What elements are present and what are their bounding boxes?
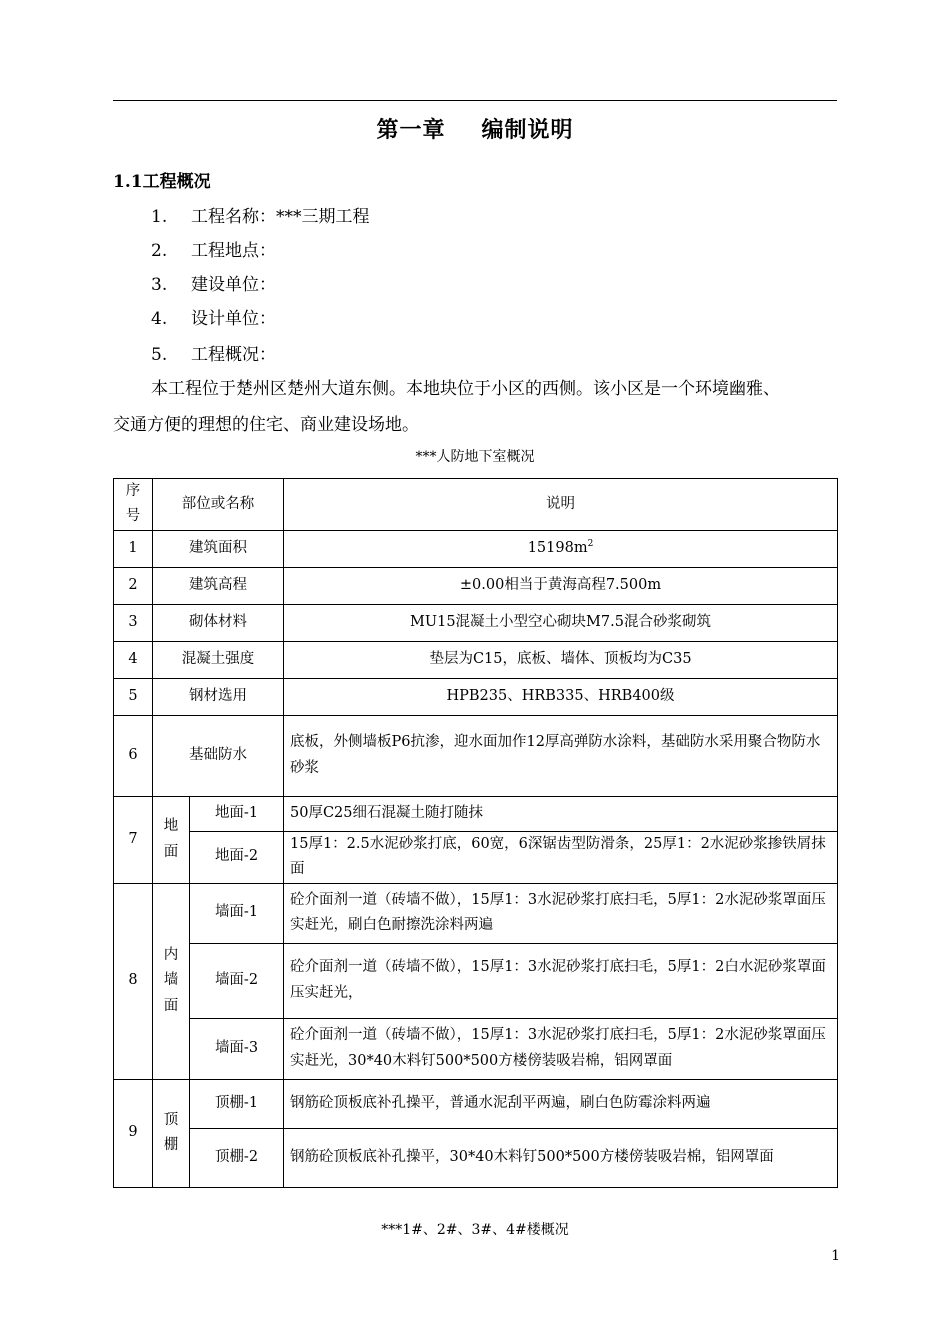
row-part: 建筑面积 — [153, 530, 284, 567]
row-desc: MU15混凝土小型空心砌块M7.5混合砂浆砌筑 — [284, 604, 838, 641]
row-seq: 1 — [114, 530, 153, 567]
row-desc: 底板，外侧墙板P6抗渗，迎水面加作12厚高弹防水涂料，基础防水采用聚合物防水砂浆 — [284, 715, 838, 796]
info-item-owner — [151, 270, 276, 295]
next-table-caption: ***1#、2#、3#、4#楼概况 — [381, 1222, 569, 1238]
header-seq: 序号 — [114, 479, 153, 531]
paragraph-line-1: 本工程位于楚州区楚州大道东侧。本地块位于小区的西侧。该小区是一个环境幽雅、 — [151, 379, 780, 399]
info-item-designer — [151, 304, 276, 329]
row-seq: 5 — [114, 678, 153, 715]
info-item-number: 3. — [151, 275, 168, 295]
item-desc: 砼介面剂一道（砖墙不做），15厚1：3水泥砂浆打底扫毛，5厚1：2水泥砂浆罩面压实赶光，刷白色耐擦洗涂料两遍 — [284, 883, 838, 943]
group-seq: 9 — [114, 1079, 153, 1187]
item-desc: 15厚1：2.5水泥砂浆打底，60宽，6深锯齿型防滑条，25厚1：2水泥砂浆掺铁屑抹面 — [284, 831, 838, 883]
row-seq: 2 — [114, 567, 153, 604]
section-heading: 1.1工程概况 — [113, 172, 211, 192]
table-row — [114, 1128, 838, 1187]
group-label: 顶棚 — [153, 1079, 190, 1187]
item-desc: 50厚C25细石混凝土随打随抹 — [284, 796, 838, 831]
table-row — [114, 943, 838, 1018]
item-name: 墙面-2 — [190, 943, 284, 1018]
item-name: 地面-1 — [190, 796, 284, 831]
header-part: 部位或名称 — [153, 479, 284, 531]
chapter-number: 第一章 — [376, 117, 446, 143]
table-row — [114, 1079, 838, 1128]
paragraph-line-2: 交通方便的理想的住宅、商业建设场地。 — [113, 415, 419, 435]
chapter-title — [0, 113, 950, 144]
row-desc: HPB235、HRB335、HRB400级 — [284, 678, 838, 715]
row-desc: 垫层为C15，底板、墙体、顶板均为C35 — [284, 641, 838, 678]
group-label: 地面 — [153, 796, 190, 883]
table-header-row — [114, 479, 838, 531]
item-desc: 砼介面剂一道（砖墙不做），15厚1：3水泥砂浆打底扫毛，5厚1：2水泥砂浆罩面压实赶光，30*40木料钉500*500方楼傍装吸岩棉，铝网罩面 — [284, 1018, 838, 1079]
table-caption: ***人防地下室概况 — [415, 449, 535, 465]
table-row — [114, 715, 838, 796]
table-row — [114, 883, 838, 943]
info-item-text: 建设单位： — [191, 275, 276, 295]
row-part: 混凝土强度 — [153, 641, 284, 678]
info-item-location — [151, 236, 276, 261]
info-item-text: 工程概况： — [191, 345, 276, 365]
chapter-name: 编制说明 — [481, 117, 574, 143]
area-superscript: 2 — [587, 539, 594, 550]
table-row — [114, 567, 838, 604]
basement-overview-table — [113, 478, 838, 1188]
row-seq: 3 — [114, 604, 153, 641]
item-desc: 钢筋砼顶板底补孔操平，普通水泥刮平两遍，刷白色防霉涂料两遍 — [284, 1079, 838, 1128]
item-name: 墙面-1 — [190, 883, 284, 943]
item-desc: 钢筋砼顶板底补孔操平，30*40木料钉500*500方楼傍装吸岩棉，铝网罩面 — [284, 1128, 838, 1187]
group-label: 内墙面 — [153, 883, 190, 1079]
row-part: 钢材选用 — [153, 678, 284, 715]
info-item-number: 1. — [151, 207, 168, 227]
info-item-overview — [151, 340, 276, 365]
item-name: 顶棚-2 — [190, 1128, 284, 1187]
header-desc: 说明 — [284, 479, 838, 531]
table-row — [114, 1018, 838, 1079]
row-seq: 6 — [114, 715, 153, 796]
area-value: 15198m — [527, 540, 588, 557]
info-item-project-name — [151, 202, 370, 227]
row-seq: 4 — [114, 641, 153, 678]
header-rule — [113, 100, 837, 101]
table-row — [114, 604, 838, 641]
table-row — [114, 831, 838, 883]
info-item-number: 5. — [151, 345, 168, 365]
row-part: 砌体材料 — [153, 604, 284, 641]
info-item-number: 2. — [151, 241, 168, 261]
item-name: 顶棚-1 — [190, 1079, 284, 1128]
table-row — [114, 678, 838, 715]
row-part: 基础防水 — [153, 715, 284, 796]
item-name: 墙面-3 — [190, 1018, 284, 1079]
info-item-text: 设计单位： — [191, 309, 276, 329]
info-item-number: 4. — [151, 309, 168, 329]
row-part: 建筑高程 — [153, 567, 284, 604]
item-name: 地面-2 — [190, 831, 284, 883]
info-item-text: 工程地点： — [191, 241, 276, 261]
row-desc — [284, 530, 838, 567]
group-seq: 8 — [114, 883, 153, 1079]
table-row — [114, 641, 838, 678]
table-row — [114, 796, 838, 831]
row-desc: ±0.00相当于黄海高程7.500m — [284, 567, 838, 604]
table-row — [114, 530, 838, 567]
item-desc: 砼介面剂一道（砖墙不做），15厚1：3水泥砂浆打底扫毛，5厚1：2白水泥砂浆罩面压实赶光， — [284, 943, 838, 1018]
page-number: 1 — [831, 1248, 840, 1264]
info-item-text: 工程名称：***三期工程 — [191, 207, 370, 227]
group-seq: 7 — [114, 796, 153, 883]
